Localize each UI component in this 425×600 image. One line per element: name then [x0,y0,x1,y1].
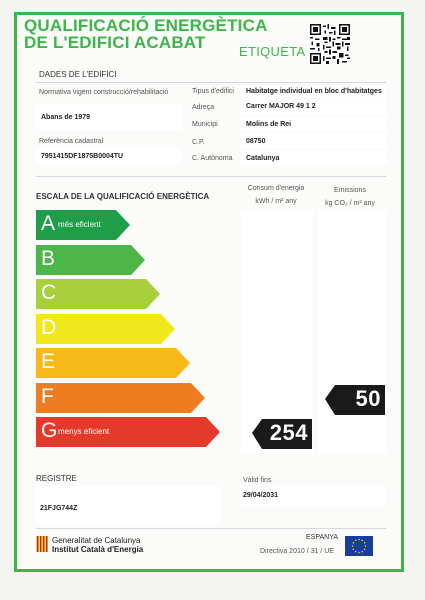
eu-star [358,539,360,541]
class-letter: C [41,281,57,304]
class-letter: G [41,419,58,442]
eu-star [355,540,357,542]
generalitat-logo-icon [36,536,48,552]
eu-star [364,542,366,544]
valid-label: Vàlid fins [243,477,272,484]
eu-star [353,548,355,550]
country: ESPANYA [306,534,339,541]
eu-star [352,545,354,547]
title-line-2: DE L'EDIFICI ACABAT [24,33,206,52]
eu-star [364,548,366,550]
normativa-value: Abans de 1979 [41,114,91,121]
class-letter: B [41,246,56,270]
registre-label: REGISTRE [36,474,77,483]
valid-value: 29/04/2031 [243,492,279,499]
emissions-unit: kg CO₂ / m² any [325,200,375,207]
class-description: més eficient [58,220,101,229]
class-description: menys eficient [58,427,110,436]
divider [36,528,386,529]
tipus-label: Tipus d'edifici [192,88,234,95]
adreca-label: Adreça [192,104,215,111]
class-arrow-d [36,314,175,344]
eu-star [365,545,367,547]
class-arrow-shape [36,314,175,344]
class-arrow-shape [36,383,205,413]
directive: Directiva 2010 / 31 / UE [260,548,334,555]
eu-star [361,551,363,553]
class-letter: D [41,315,57,339]
eu-star [361,540,363,542]
municipi-label: Municipi [192,121,218,128]
consum-column [241,210,313,454]
ca-label: C. Autònoma [192,155,233,162]
class-letter: F [41,384,54,408]
consum-value: 254 [269,420,308,445]
normativa-label: Normativa vigent construcció/rehabilitació [39,89,169,96]
label-type: ETIQUETA [239,44,306,59]
class-letter: E [41,350,56,373]
class-letter: A [41,212,56,235]
consum-header: Consum d'energia [247,185,305,192]
eu-star [355,551,357,553]
class-arrow-a [36,210,130,240]
eu-flag-icon [345,536,373,556]
registre-value: 21FJG744Z [40,505,78,512]
title-line-1: QUALIFICACIÓ ENERGÈTICA [24,16,268,35]
emissions-value: 50 [355,385,381,411]
municipi-value: Molins de Rei [246,121,292,128]
org-line-2: Institut Català d'Energia [52,545,144,554]
class-arrow-g [36,417,220,447]
divider [36,82,386,83]
class-arrow-e [36,348,190,378]
emissions-header: Emissions [334,187,366,194]
ca-value: Catalunya [246,155,280,162]
qr-code-icon [310,24,350,64]
cp-label: C.P. [192,139,205,146]
escala-title: ESCALA DE LA QUALIFICACIÓ ENERGÈTICA [36,192,210,201]
class-arrow-shape [36,348,190,378]
org-line-1: Generalitat de Catalunya [52,536,141,545]
class-arrow-c [36,279,160,309]
referencia-label: Referència cadastral [39,138,104,145]
eu-star [353,542,355,544]
emissions-indicator [325,385,385,415]
divider [36,176,386,177]
consum-indicator [252,419,312,449]
eu-star [358,552,360,554]
referencia-value: 7951415DF1875B0004TU [41,153,124,160]
emissions-column [318,210,387,454]
class-arrow-b [36,245,145,275]
class-arrow-f [36,383,205,413]
tipus-value: Habitatge individual en bloc d'habitatges [246,88,382,95]
cp-value: 08750 [246,138,266,145]
consum-unit: kWh / m² any [255,198,297,205]
adreca-value: Carrer MAJOR 49 1 2 [246,103,316,110]
dades-section-title: DADES DE L'EDIFICI [39,70,117,79]
